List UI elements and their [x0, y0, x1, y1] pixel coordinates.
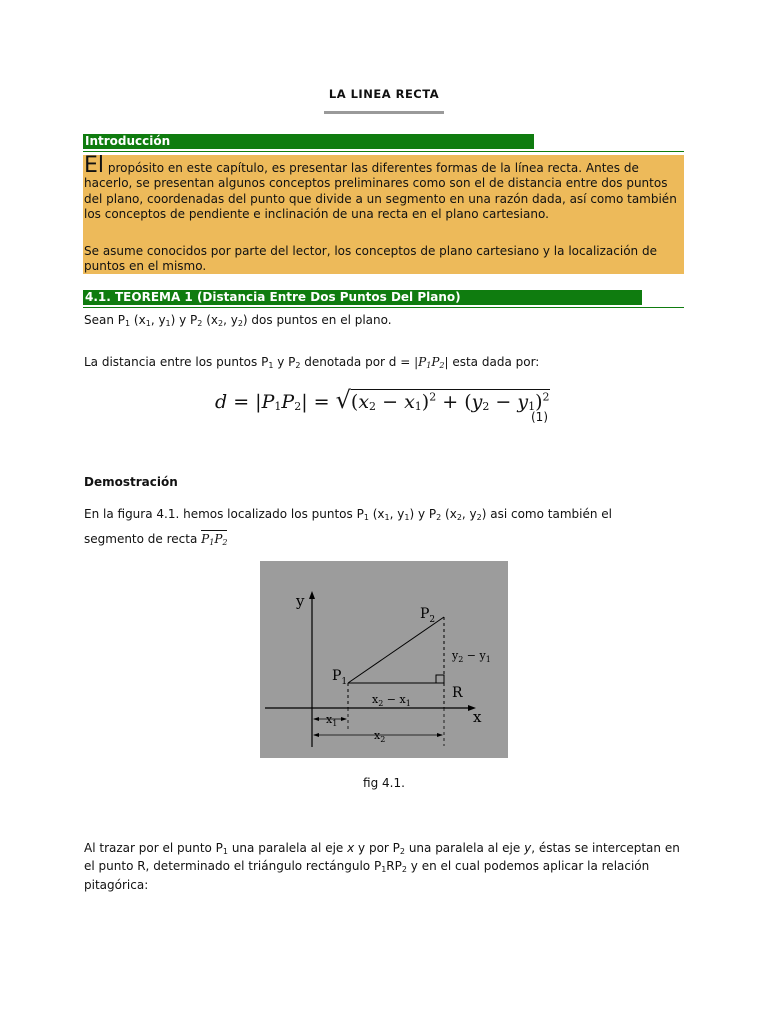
intro-drop-letters: El — [84, 153, 105, 178]
label-p2: $P_2$ — [420, 606, 436, 625]
intro-p1-text: propósito en este capítulo, es presentar las diferentes formas de la línea recta. Antes de hacerlo, se presentan algunos conceptos preliminares como son el de distancia entre dos puntos del plano, coordenadas del punto que divide a un segmento en una razón dada, así como también los conceptos de pendiente e inclinación de una recta en el plano cartesiano. — [84, 161, 677, 221]
figure-diagram — [260, 561, 508, 758]
label-x2-x1: $x_2 - x_1$ — [372, 693, 411, 708]
label-x2: $x_2$ — [374, 729, 386, 744]
label-r: R — [452, 685, 463, 701]
demo-line-1: En la figura 4.1. hemos localizado los puntos $P_1$ ($x_1$, $y_1$) y $P_2$ ($x_2$, $y_2$) asi como también el — [84, 507, 612, 522]
distance-formula: $d = |P_1P_2| = √(x_2 - x_1)^2 + (y_2 - y_1)^2$ — [215, 386, 550, 414]
label-y2-y1: $y_2 - y_1$ — [452, 649, 491, 664]
label-p1: $P_1$ — [332, 668, 348, 687]
intro-paragraph-2: Se asume conocidos por parte del lector, los conceptos de plano cartesiano y la localización de puntos en el mismo. — [84, 244, 657, 274]
theorem-heading: 4.1. TEOREMA 1 (Distancia Entre Dos Puntos Del Plano) — [83, 290, 642, 305]
label-x: x — [473, 708, 482, 726]
theorem-heading-rule — [83, 307, 684, 308]
closing-paragraph: Al trazar por el punto $P_1$ una paralela al eje x y por $P_2$ una paralela al eje y, éstas se interceptan en el punto R, determinado el triángulo rectángulo $P_1RP_2$ y en el cual podemos aplicar la relación pitagórica: — [84, 841, 680, 892]
demo-line-2: segmento de recta $P_1P_2$ — [84, 531, 227, 550]
figure-caption: fig 4.1. — [363, 776, 405, 790]
abs-segment-p1p2: $|P_1P_2|$ — [414, 355, 449, 370]
demo-heading: Demostración — [84, 475, 178, 489]
page-title: LA LINEA RECTA — [328, 87, 440, 101]
label-x1: $x_1$ — [326, 713, 338, 728]
intro-heading-rule — [83, 151, 684, 152]
intro-heading: Introducción — [83, 134, 534, 149]
distance-statement: La distancia entre los puntos $P_1$ y $P_2$ denotada por $d = |P_1P_2|$ esta dada por: — [84, 355, 540, 370]
title-underline — [324, 111, 444, 114]
y-axis-arrow — [309, 591, 315, 599]
segment-p1p2-overline: $P_1P_2$ — [201, 532, 228, 547]
label-y: y — [296, 592, 305, 610]
segment-p1-p2 — [348, 617, 444, 683]
right-angle-marker — [436, 675, 444, 683]
figure-4-1 — [260, 561, 508, 758]
equation-number: (1) — [531, 410, 548, 424]
intro-paragraph-1 — [84, 153, 684, 222]
points-definition: Sean $P_1$ ($x_1$, $y_1$) y $P_2$ ($x_2$, $y_2$) dos puntos en el plano. — [84, 313, 392, 328]
